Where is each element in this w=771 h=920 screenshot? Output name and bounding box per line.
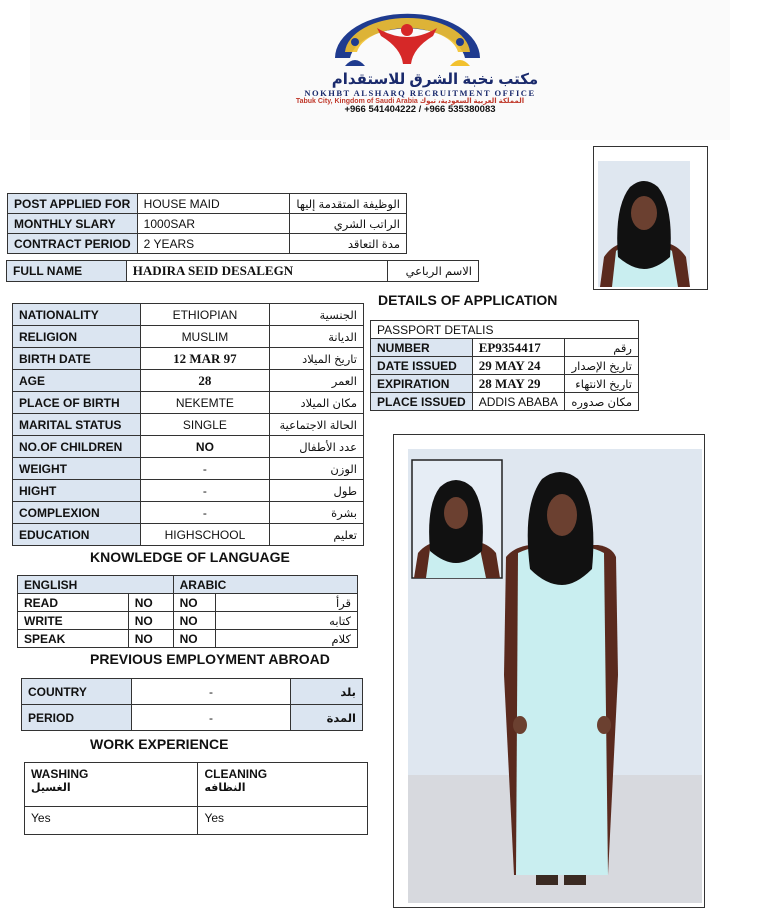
personal-row [13, 392, 364, 414]
read-arabic: NO [173, 594, 215, 612]
employment-heading: PREVIOUS EMPLOYMENT ABROAD [90, 651, 330, 667]
read-label: READ [18, 594, 129, 612]
passport-title: PASSPORT DETALIS [371, 321, 639, 339]
col-english: ENGLISH [18, 576, 174, 594]
religion-label-ar: الديانة [270, 326, 364, 348]
date-issued-label-ar: تاريخ الإصدار [565, 357, 639, 375]
period-label: PERIOD [22, 705, 132, 731]
company-name-english: NOKHBT ALSHARQ RECRUITMENT OFFICE [304, 88, 536, 98]
passport-number-value: EP9354417 [472, 339, 564, 357]
age-label: AGE [13, 370, 141, 392]
contract-label-ar: مدة التعاقد [290, 234, 407, 254]
full-name-value: HADIRA SEID DESALEGN [126, 261, 387, 282]
full-name-table [6, 260, 479, 282]
employment-row [22, 679, 363, 705]
country-value: - [131, 679, 290, 705]
age-label-ar: العمر [270, 370, 364, 392]
expiration-label: EXPIRATION [371, 375, 473, 393]
cleaning-header [198, 763, 368, 807]
personal-row [13, 524, 364, 546]
company-address: Tabuk City, Kingdom of Saudi Arabia المملكة العربية السعودية، تبوك [295, 98, 525, 105]
religion-value: MUSLIM [140, 326, 269, 348]
marital-status-label-ar: الحالة الاجتماعية [270, 414, 364, 436]
passport-photo-frame [593, 146, 708, 290]
col-arabic: ARABIC [173, 576, 357, 594]
speak-label-ar: كلام [215, 630, 357, 648]
passport-row [371, 339, 639, 357]
personal-row [13, 436, 364, 458]
passport-number-label-ar: رقم [565, 339, 639, 357]
personal-row [13, 414, 364, 436]
speak-label: SPEAK [18, 630, 129, 648]
experience-heading: WORK EXPERIENCE [90, 736, 229, 752]
personal-row [13, 502, 364, 524]
period-label-ar: المدة [291, 705, 363, 731]
cleaning-value: Yes [198, 807, 368, 835]
cleaning-label-ar: النظافه [204, 782, 246, 794]
write-label-ar: كتابه [215, 612, 357, 630]
weight-value: - [140, 458, 269, 480]
religion-label: RELIGION [13, 326, 141, 348]
full-body-photo-frame [393, 434, 705, 908]
weight-label: WEIGHT [13, 458, 141, 480]
company-logo [315, 6, 500, 78]
marital-status-value: SINGLE [140, 414, 269, 436]
age-value: 28 [140, 370, 269, 392]
personal-row [13, 326, 364, 348]
passport-row [371, 375, 639, 393]
nationality-label-ar: الجنسية [270, 304, 364, 326]
place-of-birth-label-ar: مكان الميلاد [270, 392, 364, 414]
passport-table [370, 320, 639, 411]
write-arabic: NO [173, 612, 215, 630]
education-value: HIGHSCHOOL [140, 524, 269, 546]
contract-value: 2 YEARS [137, 234, 290, 254]
passport-row [371, 357, 639, 375]
passport-row [371, 393, 639, 411]
height-value: - [140, 480, 269, 502]
job-row-salary [8, 214, 407, 234]
cleaning-label: CLEANING [204, 767, 268, 781]
personal-row [13, 480, 364, 502]
passport-photo [594, 147, 707, 289]
washing-label: WASHING [31, 767, 89, 781]
marital-status-label: MARITAL STATUS [13, 414, 141, 436]
place-of-birth-value: NEKEMTE [140, 392, 269, 414]
place-issued-label-ar: مكان صدوره [565, 393, 639, 411]
language-table [17, 575, 358, 648]
complexion-label: COMPLEXION [13, 502, 141, 524]
country-label: COUNTRY [22, 679, 132, 705]
contract-label: CONTRACT PERIOD [8, 234, 138, 254]
nationality-label: NATIONALITY [13, 304, 141, 326]
personal-row [13, 348, 364, 370]
expiration-value: 28 MAY 29 [472, 375, 564, 393]
experience-table [24, 762, 368, 835]
job-row-post [8, 194, 407, 214]
company-name-arabic: مكتب نخبة الشرق للاستقدام [331, 71, 539, 88]
personal-row [13, 370, 364, 392]
speak-arabic: NO [173, 630, 215, 648]
expiration-label-ar: تاريخ الانتهاء [565, 375, 639, 393]
washing-label-ar: الغسيل [31, 782, 71, 794]
education-label: EDUCATION [13, 524, 141, 546]
children-label-ar: عدد الأطفال [270, 436, 364, 458]
washing-header [25, 763, 198, 807]
language-row [18, 594, 358, 612]
full-name-label-ar: الاسم الرباعي [388, 261, 479, 282]
country-label-ar: بلد [291, 679, 363, 705]
speak-english: NO [128, 630, 173, 648]
complexion-label-ar: بشرة [270, 502, 364, 524]
post-value: HOUSE MAID [137, 194, 290, 214]
personal-row [13, 458, 364, 480]
read-label-ar: قرأ [215, 594, 357, 612]
passport-number-label: NUMBER [371, 339, 473, 357]
write-label: WRITE [18, 612, 129, 630]
height-label-ar: طول [270, 480, 364, 502]
job-table [7, 193, 407, 254]
birth-date-label-ar: تاريخ الميلاد [270, 348, 364, 370]
date-issued-value: 29 MAY 24 [472, 357, 564, 375]
washing-value: Yes [25, 807, 198, 835]
job-row-contract [8, 234, 407, 254]
company-phones: +966 541404222 / +966 535380083 [344, 104, 496, 115]
date-issued-label: DATE ISSUED [371, 357, 473, 375]
employment-row [22, 705, 363, 731]
education-label-ar: تعليم [270, 524, 364, 546]
birth-date-value: 12 MAR 97 [140, 348, 269, 370]
language-row [18, 630, 358, 648]
write-english: NO [128, 612, 173, 630]
salary-label: MONTHLY SLARY [8, 214, 138, 234]
nationality-value: ETHIOPIAN [140, 304, 269, 326]
language-heading: KNOWLEDGE OF LANGUAGE [90, 549, 290, 565]
children-label: NO.OF CHILDREN [13, 436, 141, 458]
read-english: NO [128, 594, 173, 612]
weight-label-ar: الوزن [270, 458, 364, 480]
place-issued-value: ADDIS ABABA [472, 393, 564, 411]
place-issued-label: PLACE ISSUED [371, 393, 473, 411]
employment-table [21, 678, 363, 731]
period-value: - [131, 705, 290, 731]
post-label: POST APPLIED FOR [8, 194, 138, 214]
salary-value: 1000SAR [137, 214, 290, 234]
place-of-birth-label: PLACE OF BIRTH [13, 392, 141, 414]
personal-table [12, 303, 364, 546]
complexion-value: - [140, 502, 269, 524]
post-label-ar: الوظيفة المتقدمة إليها [290, 194, 407, 214]
salary-label-ar: الراتب الشري [290, 214, 407, 234]
personal-row [13, 304, 364, 326]
language-row [18, 612, 358, 630]
birth-date-label: BIRTH DATE [13, 348, 141, 370]
details-heading: DETAILS OF APPLICATION [378, 292, 558, 308]
full-body-photo [394, 435, 704, 907]
full-name-label: FULL NAME [7, 261, 127, 282]
children-value: NO [140, 436, 269, 458]
height-label: HIGHT [13, 480, 141, 502]
